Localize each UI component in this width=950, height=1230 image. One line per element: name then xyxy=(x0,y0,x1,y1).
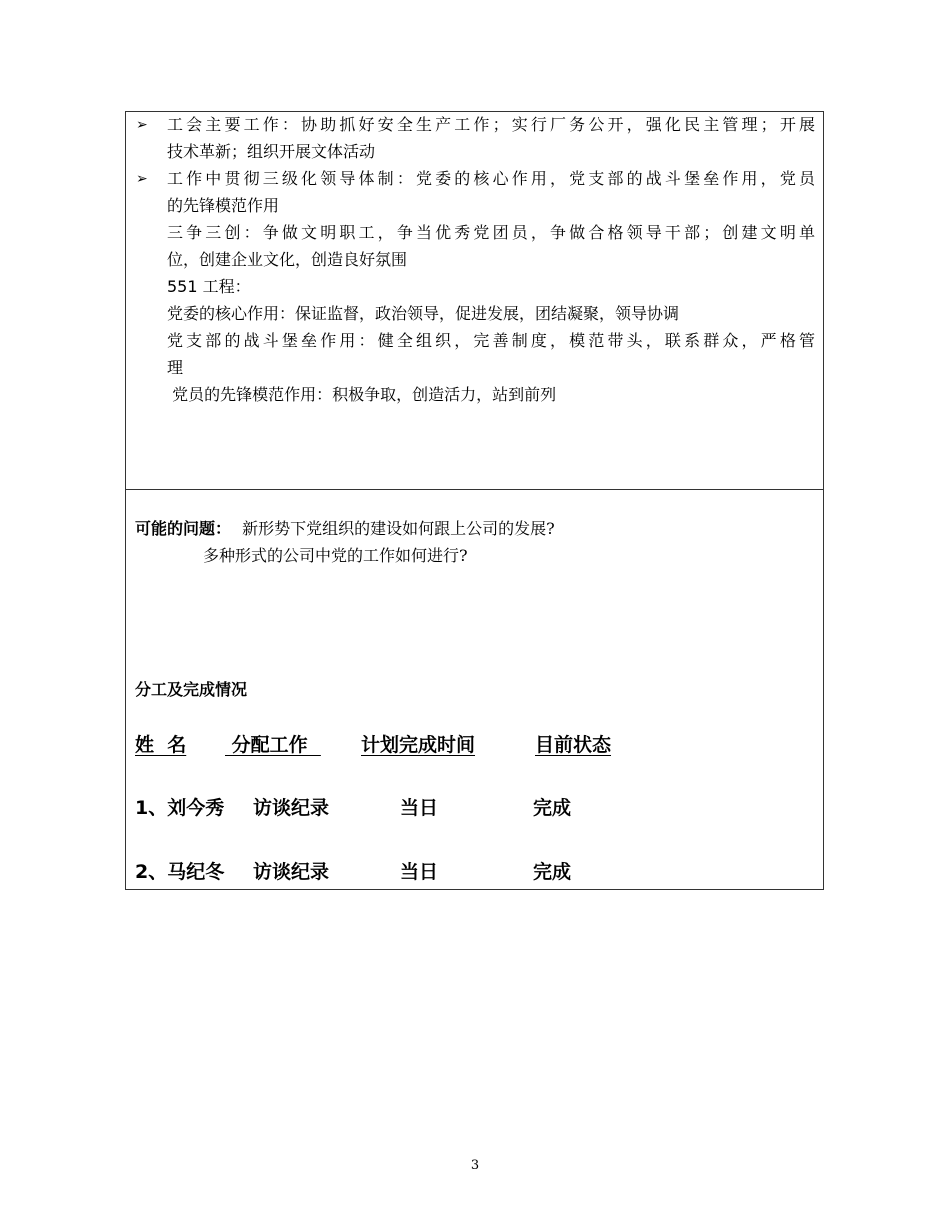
row-1-status: 完成 xyxy=(533,797,572,819)
header-task: 分配工作 xyxy=(225,734,321,756)
row-1-time: 当日 xyxy=(400,797,439,819)
header-status: 目前状态 xyxy=(535,734,612,756)
row-2-name: 2、马纪冬 xyxy=(135,861,225,883)
text-line: 工会主要工作：协助抓好安全生产工作；实行厂务公开，强化民主管理；开展 xyxy=(167,115,815,134)
row-1-task: 访谈纪录 xyxy=(253,797,330,819)
text-line: 理 xyxy=(167,358,184,377)
header-name: 姓 名 xyxy=(135,734,187,756)
header-time: 计划完成时间 xyxy=(361,734,476,756)
text-line: 党委的核心作用：保证监督，政治领导，促进发展，团结凝聚，领导协调 xyxy=(167,304,680,323)
issue-question-2: 多种形式的公司中党的工作如何进行? xyxy=(203,546,468,565)
text-line: 三争三创：争做文明职工，争当优秀党团员，争做合格领导干部；创建文明单 xyxy=(167,223,815,242)
row-2-status: 完成 xyxy=(533,861,572,883)
page-number: 3 xyxy=(470,1158,480,1173)
bullet-icon: ➢ xyxy=(136,117,148,133)
row-2-task: 访谈纪录 xyxy=(253,861,330,883)
text-line: 技术革新；组织开展文体活动 xyxy=(167,142,376,161)
text-line: 党支部的战斗堡垒作用：健全组织，完善制度，模范带头，联系群众，严格管 xyxy=(167,331,815,350)
text-line: 551 工程： xyxy=(167,277,251,296)
bullet-icon: ➢ xyxy=(136,171,148,187)
issue-question-1: 新形势下党组织的建设如何跟上公司的发展? xyxy=(242,519,555,538)
division-title: 分工及完成情况 xyxy=(135,680,248,699)
text-line: 党员的先锋模范作用：积极争取，创造活力，站到前列 xyxy=(167,385,557,404)
text-line: 的先锋模范作用 xyxy=(167,196,280,215)
issues-block xyxy=(135,516,555,542)
issues-label: 可能的问题： xyxy=(135,519,232,538)
row-1-name: 1、刘今秀 xyxy=(135,797,225,819)
text-line: 工作中贯彻三级化领导体制：党委的核心作用，党支部的战斗堡垒作用，党员 xyxy=(167,169,815,188)
text-line: 位，创建企业文化，创造良好氛围 xyxy=(167,250,408,269)
row-2-time: 当日 xyxy=(400,861,439,883)
